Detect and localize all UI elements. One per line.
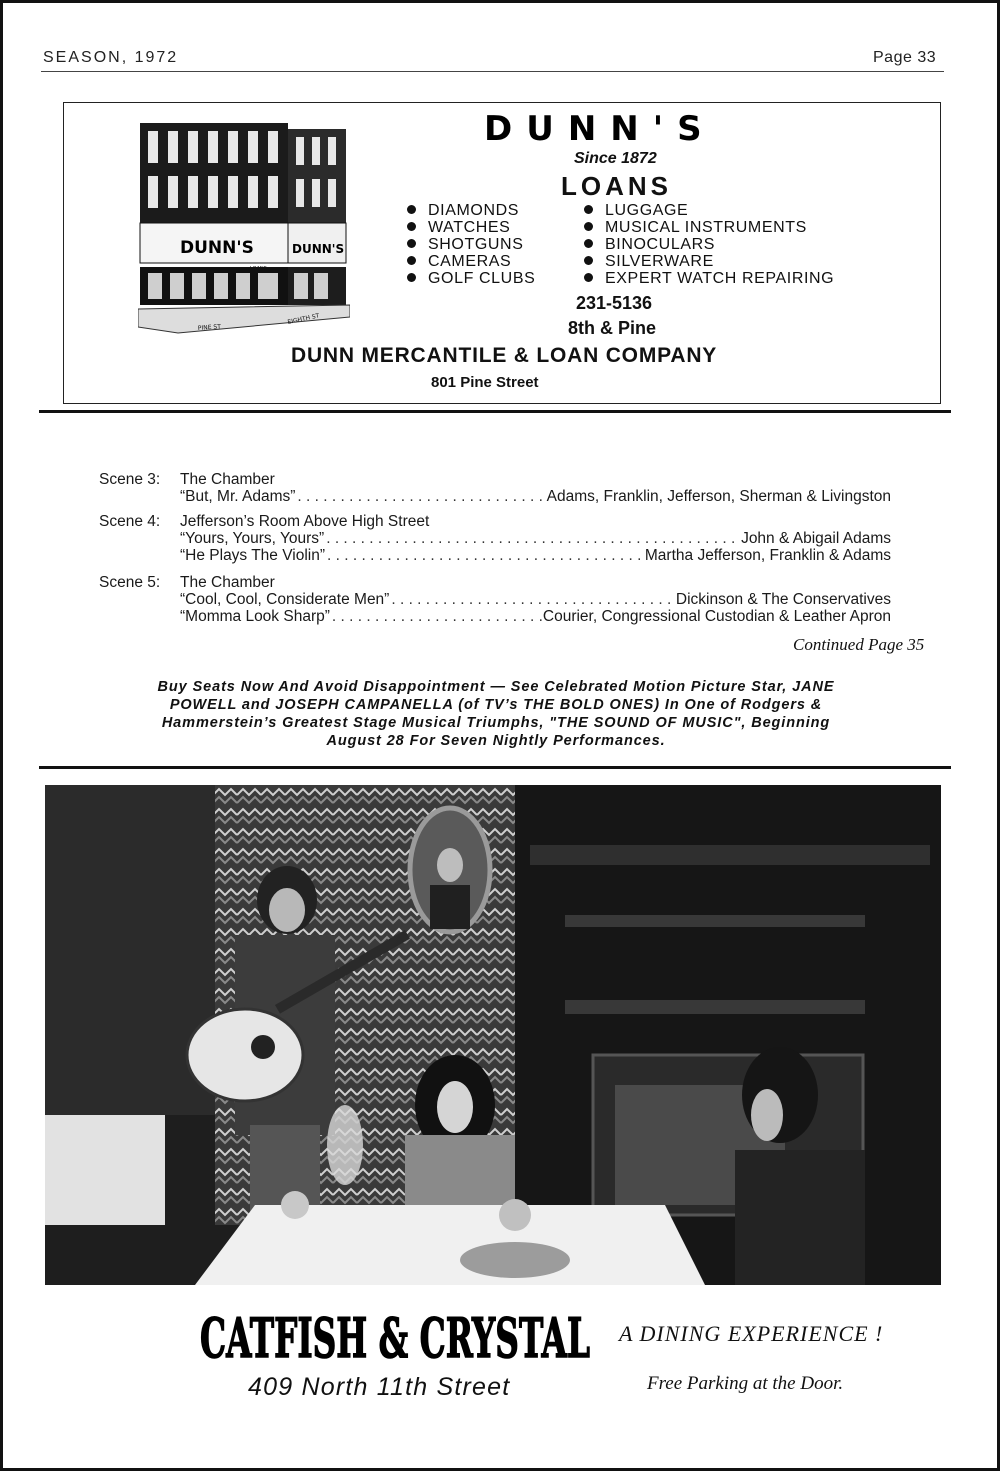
bullet-icon bbox=[584, 256, 593, 265]
bullet-icon bbox=[407, 222, 416, 231]
dunns-building-illustration bbox=[138, 121, 350, 339]
song-performers: John & Abigail Adams bbox=[741, 530, 891, 547]
bullet-icon bbox=[407, 205, 416, 214]
building-sign-left: DUNN'S bbox=[180, 238, 254, 258]
building-sign-right: DUNN'S bbox=[292, 242, 345, 256]
scene-setting: Jefferson’s Room Above High Street bbox=[180, 513, 430, 530]
list-item: LUGGAGE bbox=[584, 202, 834, 219]
dunns-loans-heading: LOANS bbox=[561, 171, 672, 201]
list-item: GOLF CLUBS bbox=[407, 270, 535, 287]
song-performers: Courier, Congressional Custodian & Leather Apron bbox=[542, 608, 891, 625]
song-title: “He Plays The Violin” bbox=[180, 547, 326, 564]
song-title: “Cool, Cool, Considerate Men” bbox=[180, 591, 390, 608]
leader-dots bbox=[389, 591, 676, 608]
page-number: Page 33 bbox=[873, 49, 937, 66]
dunns-since: Since 1872 bbox=[574, 150, 657, 167]
list-item: BINOCULARS bbox=[584, 236, 834, 253]
street-sign-pine: PINE ST bbox=[197, 323, 222, 332]
list-item: EXPERT WATCH REPAIRING bbox=[584, 270, 834, 287]
song-performers: Dickinson & The Conservatives bbox=[675, 591, 891, 608]
bullet-icon bbox=[584, 239, 593, 248]
song-performers: Adams, Franklin, Jefferson, Sherman & Livingston bbox=[546, 488, 891, 505]
leader-dots bbox=[330, 608, 543, 625]
leader-dots bbox=[295, 488, 546, 505]
leader-dots bbox=[324, 530, 741, 547]
song-row bbox=[99, 591, 891, 608]
song-title: “Momma Look Sharp” bbox=[180, 608, 330, 625]
street-sign-eighth: EIGHTH ST bbox=[286, 312, 320, 326]
dunns-list-left bbox=[407, 202, 535, 287]
song-row bbox=[99, 547, 891, 564]
dunns-brand: DUNN'S bbox=[484, 109, 716, 149]
song-row bbox=[99, 530, 891, 547]
bullet-icon bbox=[584, 273, 593, 282]
song-performers: Martha Jefferson, Franklin & Adams bbox=[644, 547, 891, 564]
catfish-tagline: A DINING EXPERIENCE ! bbox=[619, 1321, 884, 1346]
catfish-parking: Free Parking at the Door. bbox=[647, 1373, 844, 1394]
dunns-advertisement bbox=[63, 102, 941, 404]
leader-dots bbox=[325, 547, 645, 564]
promo-line: August 28 For Seven Nightly Performances. bbox=[326, 733, 666, 749]
list-item: MUSICAL INSTRUMENTS bbox=[584, 219, 834, 236]
list-item: CAMERAS bbox=[407, 253, 535, 270]
song-row bbox=[99, 608, 891, 625]
promo-line: POWELL and JOSEPH CAMPANELLA (of TV’s THE BOLD ONES) In One of Rodgers & bbox=[169, 697, 823, 713]
scene-setting: The Chamber bbox=[180, 574, 275, 591]
section-divider-bottom bbox=[39, 766, 951, 769]
scene-label: Scene 5: bbox=[99, 574, 161, 591]
section-divider-top bbox=[39, 410, 951, 413]
catfish-address: 409 North 11th Street bbox=[248, 1373, 511, 1401]
dunns-corner: 8th & Pine bbox=[568, 318, 657, 338]
promo-line: Hammerstein’s Greatest Stage Musical Triumphs, "THE SOUND OF MUSIC", Beginning bbox=[161, 715, 831, 731]
list-item: SILVERWARE bbox=[584, 253, 834, 270]
scene-5 bbox=[99, 574, 891, 625]
svg-text:CATFISH & CRYSTAL: CATFISH & CRYSTAL bbox=[200, 1306, 590, 1370]
running-head-season: SEASON, 1972 bbox=[43, 49, 179, 66]
song-title: “Yours, Yours, Yours” bbox=[180, 530, 325, 547]
scene-4 bbox=[99, 513, 891, 564]
song-title: “But, Mr. Adams” bbox=[180, 488, 296, 505]
program-listing bbox=[99, 471, 891, 625]
dunns-street-address: 801 Pine Street bbox=[431, 374, 539, 391]
dunns-list-right bbox=[584, 202, 834, 287]
bullet-icon bbox=[584, 205, 593, 214]
bullet-icon bbox=[584, 222, 593, 231]
list-item: DIAMONDS bbox=[407, 202, 535, 219]
catfish-crystal-logo bbox=[198, 1293, 593, 1373]
scene-label: Scene 3: bbox=[99, 471, 161, 488]
promo-line: Buy Seats Now And Avoid Disappointment — See Celebrated Motion Picture Star, JANE bbox=[157, 679, 835, 695]
list-item: WATCHES bbox=[407, 219, 535, 236]
header-rule bbox=[41, 71, 944, 72]
bullet-icon bbox=[407, 256, 416, 265]
continued-note: Continued Page 35 bbox=[793, 635, 925, 654]
scene-label: Scene 4: bbox=[99, 513, 161, 530]
sound-of-music-promo bbox=[101, 678, 891, 750]
song-row bbox=[99, 488, 891, 505]
dunns-phone: 231-5136 bbox=[576, 293, 653, 313]
scene-setting: The Chamber bbox=[180, 471, 275, 488]
bullet-icon bbox=[407, 273, 416, 282]
scene-3 bbox=[99, 471, 891, 505]
restaurant-photo bbox=[45, 785, 941, 1285]
list-item: SHOTGUNS bbox=[407, 236, 535, 253]
dunns-company-name: DUNN MERCANTILE & LOAN COMPANY bbox=[291, 344, 718, 367]
bullet-icon bbox=[407, 239, 416, 248]
